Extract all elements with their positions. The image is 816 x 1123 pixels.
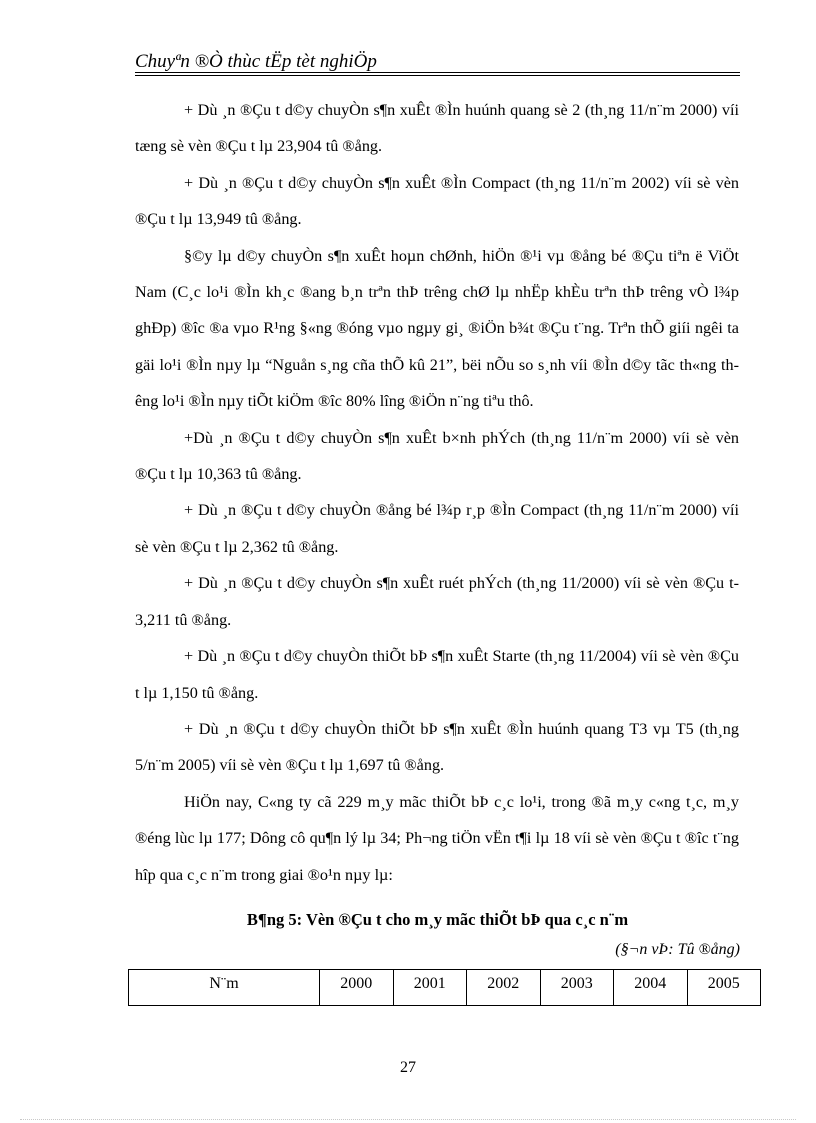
paragraph: +Dù ¸n ®Çu t d©y chuyÒn s¶n xuÊt b×nh phÝch (th¸ng 11/n¨m 2000) víi sè vèn ®Çu t lµ 10,363 tû ®ång. [135, 428, 739, 484]
paragraph: HiÖn nay, C«ng ty cã 229 m¸y mãc thiÕt bÞ c¸c lo¹i, trong ®ã m¸y c«ng t¸c, m¸y ®éng lùc lµ 177; Dông cô qu¶n lý lµ 34; Ph¬ng tiÖn vËn t¶i lµ 18 víi sè vèn ®Çu t ®îc t¨ng hîp qua c¸c n¨m trong giai ®o¹n nµy lµ: [135, 792, 739, 884]
header-title: Chuyªn ®Ò thùc tËp tèt nghiÖp [135, 51, 377, 72]
body-text [135, 92, 739, 893]
page-edge-divider [20, 1119, 796, 1120]
header-rule [135, 72, 740, 73]
table-cell-year: 2003 [540, 970, 614, 1006]
paragraph: + Dù ¸n ®Çu t d©y chuyÒn ®ång bé l¾p r¸p ®Ìn Compact (th¸ng 11/n¨m 2000) víi sè vèn ®Çu t lµ 2,362 tû ®ång. [135, 501, 739, 556]
paragraph: + Dù ¸n ®Çu t d©y chuyÒn thiÕt bÞ s¶n xuÊt Starte (th¸ng 11/2004) víi sè vèn ®Çu t lµ 1,150 tû ®ång. [135, 647, 739, 702]
table-row-label: N¨m [129, 970, 320, 1006]
table-cell-year: 2001 [393, 970, 467, 1006]
table-unit: (§¬n vÞ: Tû ®ång) [615, 941, 740, 958]
table-cell-year: 2005 [687, 970, 761, 1006]
paragraph: + Dù ¸n ®Çu t d©y chuyÒn thiÕt bÞ s¶n xuÊt ®Ìn huúnh quang T3 vµ T5 (th¸ng 5/n¨m 2005) víi sè vèn ®Çu t lµ 1,697 tû ®ång. [135, 719, 739, 775]
header-rule-double [135, 75, 740, 76]
table-cell-year: 2004 [614, 970, 688, 1006]
paragraph: + Dù ¸n ®Çu t d©y chuyÒn s¶n xuÊt ®Ìn huúnh quang sè 2 (th¸ng 11/n¨m 2000) víi tæng sè vèn ®Çu t lµ 23,904 tû ®ång. [135, 101, 739, 156]
page-number: 27 [400, 1059, 416, 1076]
paragraph: §©y lµ d©y chuyÒn s¶n xuÊt hoµn chØnh, hiÖn ®¹i vµ ®ång bé ®Çu tiªn ë ViÖt Nam (C¸c lo¹i ®Ìn kh¸c ®ang b¸n trªn thÞ trêng chØ lµ nhËp khÈu trªn thÞ trêng vÒ l¾p ghÐp) ®îc ®a vµo R¹ng §«ng ®óng vµo ngµy gi¸ ®iÖn b¾t ®Çu t¨ng. Trªn thÕ giíi ngêi ta gäi lo¹i ®Ìn nµy lµ “Nguån s¸ng cña thÕ kû 21”, bëi nÕu so s¸nh víi ®Ìn d©y tãc th«ng thêng lo¹i ®Ìn nµy tiÕt kiÖm ®îc 80% lîng ®iÖn n¨ng tiªu thô. [135, 246, 739, 411]
investment-table [128, 969, 761, 1006]
paragraph: + Dù ¸n ®Çu t d©y chuyÒn s¶n xuÊt ®Ìn Compact (th¸ng 11/n¨m 2002) víi sè vèn ®Çu t lµ 13,949 tû ®ång. [135, 173, 739, 229]
table-row [129, 970, 761, 1006]
table-cell-year: 2000 [320, 970, 394, 1006]
table-caption: B¶ng 5: Vèn ®Çu t cho m¸y mãc thiÕt bÞ qua c¸c n¨m [246, 910, 629, 929]
table-cell-year: 2002 [467, 970, 541, 1006]
page-header [135, 50, 740, 74]
paragraph: + Dù ¸n ®Çu t d©y chuyÒn s¶n xuÊt ruét phÝch (th¸ng 11/2000) víi sè vèn ®Çu t 3,211 tû ®ång. [135, 574, 739, 629]
